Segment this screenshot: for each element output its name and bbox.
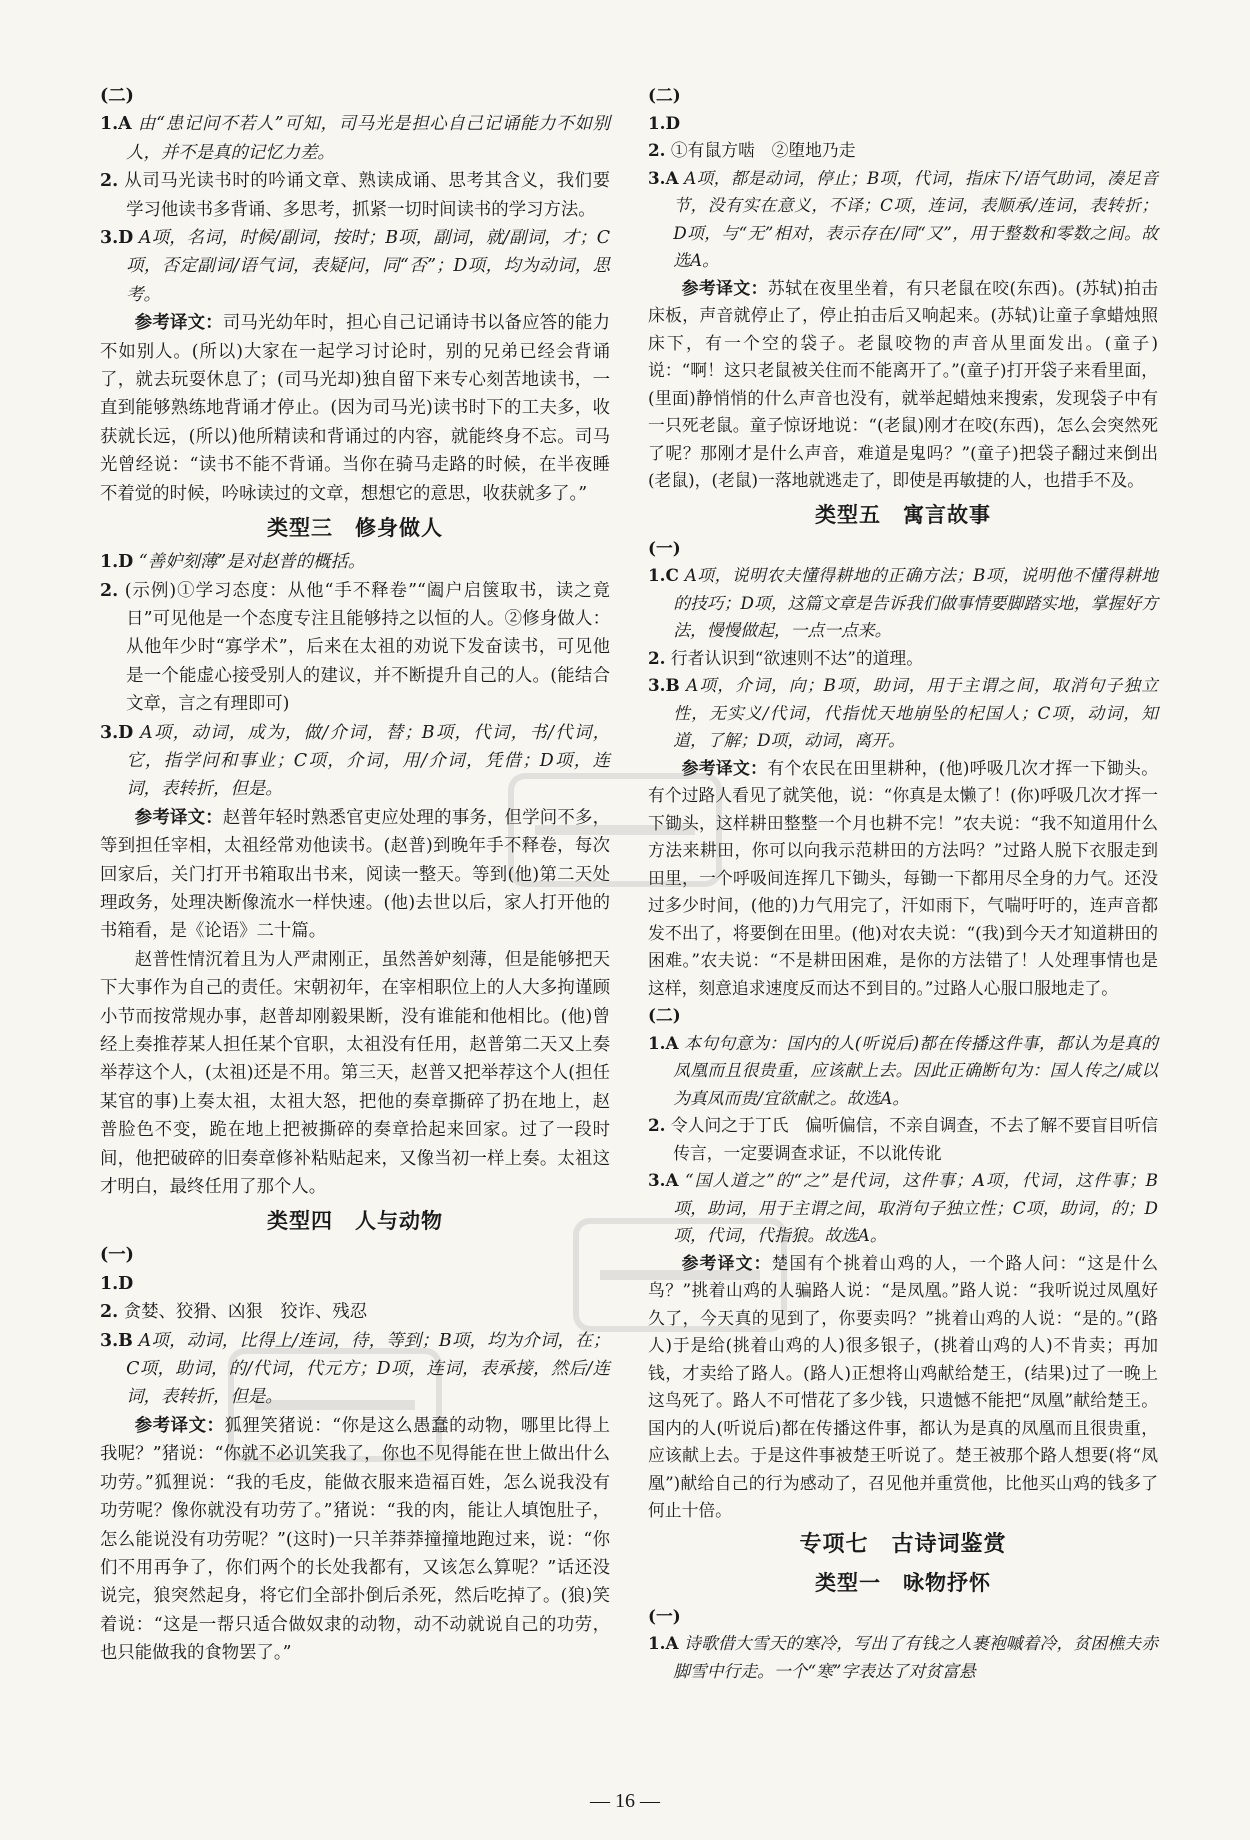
item-number: 2. (648, 140, 666, 160)
item-number: 3.D (100, 722, 134, 743)
item-number: 2. (648, 647, 666, 668)
translation-paragraph (648, 755, 1158, 1003)
answer-item (100, 110, 610, 167)
answer-item (100, 224, 610, 309)
translation-label: 参考译文： (134, 807, 223, 828)
item-text: “国人道之”的“之”是代词，这件事；A项，代词，这件事；B项，助词，用于主谓之间，取消句子独立性；C项，助词，的；D项，代词，代指狼。故选A。 (673, 1170, 1158, 1245)
answer-item (100, 577, 610, 719)
section-marker: (二) (648, 1005, 681, 1025)
paragraph-text: 赵普性情沉着且为人严肃刚正，虽然善妒刻薄，但是能够把天下大事作为自己的责任。宋朝初年，在宰相职位上的人大多拘谨顾小节而按常规办事，赵普却刚毅果断，没有谁能和他相比。(他)曾经上奏推荐某人担任某个官职，太祖没有任用，赵普第二天又上奏举荐这个人，(太祖)还是不用。第三天，赵普又把举荐这个人(担任某官的事)上奏太祖，太祖大怒，把他的奏章撕碎了扔在地上，赵普脸色不变，跪在地上把被撕碎的奏章拾起来回家。过了一段时间，他把破碎的旧奏章修补粘贴起来，又像当初一样上奏。太祖这才明白，最终任用了那个人。 (100, 949, 610, 1198)
translation-paragraph (100, 804, 610, 946)
section-marker: (二) (648, 85, 681, 105)
item-text: A项，介词，向；B项，助词，用于主谓之间，取消句子独立性，无实义/代词，代指忧天地崩坠的杞国人；C项，动词，知道，了解；D项，动词，离开。 (673, 675, 1158, 750)
item-text: 诗歌借大雪天的寒冷，写出了有钱之人裹袍嘁着冷，贫困樵夫赤脚雪中行走。一个“寒”字表达了对贫富悬 (673, 1633, 1158, 1681)
item-number: 3.B (100, 1330, 133, 1351)
translation-label: 参考译文： (134, 313, 223, 334)
item-number: 1.A (100, 114, 132, 135)
item-text: 从司马光读书时的吟诵文章、熟读成诵、思考其含义，我们要学习他读书多背诵、多思考，抓紧一切时间读书的学习方法。 (124, 171, 610, 220)
answer-item (648, 1630, 1158, 1685)
answer-item (100, 167, 610, 224)
translation-paragraph (100, 946, 610, 1202)
item-number: 3.A (648, 1170, 679, 1190)
answer-item (648, 1030, 1158, 1113)
section-heading: 类型三 修身做人 (267, 516, 443, 541)
section-marker: (二) (100, 86, 134, 106)
item-number: 1.A (648, 1633, 679, 1653)
paragraph-text: 楚国有个挑着山鸡的人，一个路人问：“这是什么鸟？”挑着山鸡的人骗路人说：“是凤凰。”路人说：“我听说过凤凰好久了，今天真的见到了，你要卖吗？”挑着山鸡的人说：“是的。”(路人)于是给(挑着山鸡的人)很多银子，(挑着山鸡的人)不肯卖；再加钱，才卖给了路人。(路人)正想将山鸡献给楚王，(结果)过了一晚上这鸟死了。路人不可惜花了多少钱，只遗憾不能把“凤凰”献给楚王。国内的人(听说后)都在传播这件事，都认为是真的凤凰而且很贵重，应该献上去。于是这件事被楚王听说了。楚王被那个路人想要(将“凤凰”)献给自己的行为感动了，召见他并重赏他，比他买山鸡的钱多了何止十倍。 (648, 1252, 1158, 1520)
answer-item (648, 1167, 1158, 1250)
answer-item (648, 645, 1158, 673)
section-marker: (一) (648, 537, 681, 558)
paragraph-text: 苏轼在夜里坐着，有只老鼠在咬(东西)。(苏轼)拍击床板，声音就停止了，停止拍击后又响起来。(苏轼)让童子拿蜡烛照床下，有一个空的袋子。老鼠咬物的声音从里面发出。(童子)说：“啊！这只老鼠被关住而不能离开了。”(童子)打开袋子来看里面，(里面)静悄悄的什么声音也没有，就举起蜡烛来搜索，发现袋子中有一只死老鼠。童子惊讶地说：“(老鼠)刚才在咬(东西)，怎么会突然死了呢？那刚才是什么声音，难道是鬼吗？”(童子)把袋子翻过来倒出(老鼠)，(老鼠)一落地就逃走了，即使是再敏捷的人，也措手不及。 (648, 277, 1158, 490)
answer-item (100, 1327, 610, 1412)
answer-item (648, 562, 1158, 645)
item-number: 3.A (648, 167, 679, 188)
answer-item (100, 1270, 610, 1298)
answer-item (648, 165, 1158, 275)
translation-paragraph (100, 1412, 610, 1668)
translation-paragraph (100, 309, 610, 508)
section-heading: 类型四 人与动物 (267, 1209, 443, 1234)
item-number: 2. (100, 580, 119, 601)
paragraph-text: 司马光幼年时，担心自己记诵诗书以备应答的能力不如别人。(所以)大家在一起学习讨论时，别的兄弟已经会背诵了，就去玩耍休息了；(司马光却)独自留下来专心刻苦地读书，一直到能够熟练地背诵才停止。(因为司马光)读书时下的工夫多，收获就长远，(所以)他所精读和背诵过的内容，就能终身不忘。司马光曾经说：“读书不能不背诵。当你在骑马走路的时候，在半夜睡不着觉的时候，吟咏读过的文章，想想它的意思，收获就多了。” (100, 313, 610, 504)
answer-item (100, 1298, 610, 1326)
item-number: 1.D (100, 1273, 134, 1294)
chapter-heading: 专项七 古诗词鉴赏 (799, 1531, 1007, 1557)
paragraph-text: 赵普年轻时熟悉官吏应处理的事务，但学问不多，等到担任宰相，太祖经常劝他读书。(赵普)到晚年手不释卷，每次回家后，关门打开书箱取出书来，阅读一整天。等到(他)第二天处理政务，处理决断像流水一样快速。(他)去世以后，家人打开他的书箱看，是《论语》二十篇。 (100, 807, 610, 942)
item-text: A项，说明农夫懂得耕地的正确方法；B项，说明他不懂得耕地的技巧；D项，这篇文章是告诉我们做事情要脚踏实地，掌握好方法，慢慢做起，一点一点来。 (673, 565, 1159, 640)
answer-item (648, 672, 1158, 755)
item-text: 本句句意为：国内的人(听说后)都在传播这件事，都认为是真的凤凰而且很贵重，应该献上去。因此正确断句为：国人传之/咸以为真凤而贵/宜欲献之。故选A。 (673, 1032, 1158, 1108)
translation-paragraph (648, 275, 1158, 495)
answer-item (100, 719, 610, 804)
item-number: 1.D (100, 552, 134, 573)
item-text: 令人问之于丁氏 偏听偏信，不亲自调查，不去了解不要盲目听信传言，一定要调查求证，不以讹传讹 (670, 1115, 1158, 1163)
item-number: 2. (100, 171, 119, 192)
answer-item (100, 548, 610, 576)
item-text: ①有鼠方啮 ②堕地乃走 (670, 140, 856, 160)
item-text: A项，动词，比得上/连词，待，等到；B项，均为介词，在；C项，助词，的/代词，代元方；D项，连词，表承接，然后/连词，表转折，但是。 (126, 1330, 611, 1408)
answer-item (648, 1112, 1158, 1167)
item-text: A项，都是动词，停止；B项，代词，指床下/语气助词，凑足音节，没有实在意义，不译；C项，连词，表顺承/连词，表转折；D项，与“无”相对，表示存在/同“又”，用于整数和零数之间。故选A。 (673, 167, 1158, 270)
answer-page (100, 82, 1159, 1722)
item-text: 由“患记问不若人”可知，司马光是担心自己记诵能力不如别人，并不是真的记忆力差。 (126, 114, 610, 163)
item-text: “善妒刻薄”是对赵普的概括。 (138, 552, 366, 573)
translation-label: 参考译文： (681, 1252, 772, 1273)
section-heading: 类型一 咏物抒怀 (815, 1570, 991, 1595)
item-number: 2. (100, 1302, 119, 1323)
translation-label: 参考译文： (681, 277, 768, 298)
item-number: 1.C (648, 565, 679, 585)
section-marker: (一) (648, 1605, 681, 1626)
right-column (648, 82, 1158, 1685)
left-column (100, 82, 610, 1668)
section-heading: 类型五 寓言故事 (815, 502, 991, 527)
paragraph-text: 狐狸笑猪说：“你是这么愚蠢的动物，哪里比得上我呢？”猪说：“你就不必讥笑我了，你也不见得能在世上做出什么功劳。”狐狸说：“我的毛皮，能做衣服来造福百姓，怎么说我没有功劳呢？像你就没有功劳了。”猪说：“我的肉，能让人填饱肚子，怎么能说没有功劳呢？”(这时)一只羊莽莽撞撞地跑过来，说：“你们不用再争了，你们两个的长处我都有，又该怎么算呢？”话还没说完，狼突然起身，将它们全部扑倒后杀死，然后吃掉了。(狼)笑着说：“这是一帮只适合做奴隶的动物，动不动就说自己的功劳，也只能做我的食物罢了。” (100, 1415, 610, 1664)
item-text: 行者认识到“欲速则不达”的道理。 (670, 647, 923, 668)
section-marker: (一) (100, 1245, 134, 1266)
item-number: 1.A (648, 1032, 679, 1053)
page-number: — 16 — (590, 1790, 660, 1812)
item-text: 贪婪、狡猾、凶狠 狡诈、残忍 (123, 1302, 368, 1323)
item-text: (示例)①学习态度：从他“手不释卷”“阖户启箧取书，读之竟日”可见他是一个态度专注且能够持之以恒的人。②修身做人：从他年少时“寡学术”，后来在太祖的劝说下发奋读书，可见他是一个能虚心接受别人的建议，并不断提升自己的人。(能结合文章，言之有理即可) (124, 580, 611, 715)
item-number: 3.D (100, 228, 134, 249)
translation-paragraph (648, 1250, 1158, 1525)
translation-label: 参考译文： (134, 1415, 225, 1436)
item-number: 1.D (648, 112, 681, 133)
paragraph-text: 有个农民在田里耕种，(他)呼吸几次才挥一下锄头。有个过路人看见了就笑他，说：“你真是太懒了！(你)呼吸几次才挥一下锄头，这样耕田整整一个月也耕不完！”农夫说：“我不知道用什么方法来耕田，你可以向我示范耕田的方法吗？”过路人脱下衣服走到田里，一个呼吸间连挥几下锄头，每锄一下都用尽全身的力气。还没过多少时间，(他的)力气用完了，汗如雨下，气喘吁吁的，连声音都发不出了，将要倒在田里。(他)对农夫说：“(我)到今天才知道耕田的困难。”农夫说：“不是耕田困难，是你的方法错了！人处理事情也是这样，刻意追求速度反而达不到目的。”过路人心服口服地走了。 (648, 757, 1158, 998)
answer-item (648, 137, 1158, 165)
answer-item (648, 110, 1158, 138)
item-text: A项，名词，时候/副词，按时；B项，副词，就/副词，才；C项，否定副词/语气词，表疑问，同“否”；D项，均为动词，思考。 (126, 228, 611, 305)
item-number: 2. (648, 1115, 666, 1135)
translation-label: 参考译文： (681, 757, 768, 778)
item-text: A项，动词，成为，做/介词，替；B项，代词，书/代词，它，指学问和事业；C项，介词，用/介词，凭借；D项，连词，表转折，但是。 (126, 722, 610, 800)
item-number: 3.B (648, 675, 680, 695)
